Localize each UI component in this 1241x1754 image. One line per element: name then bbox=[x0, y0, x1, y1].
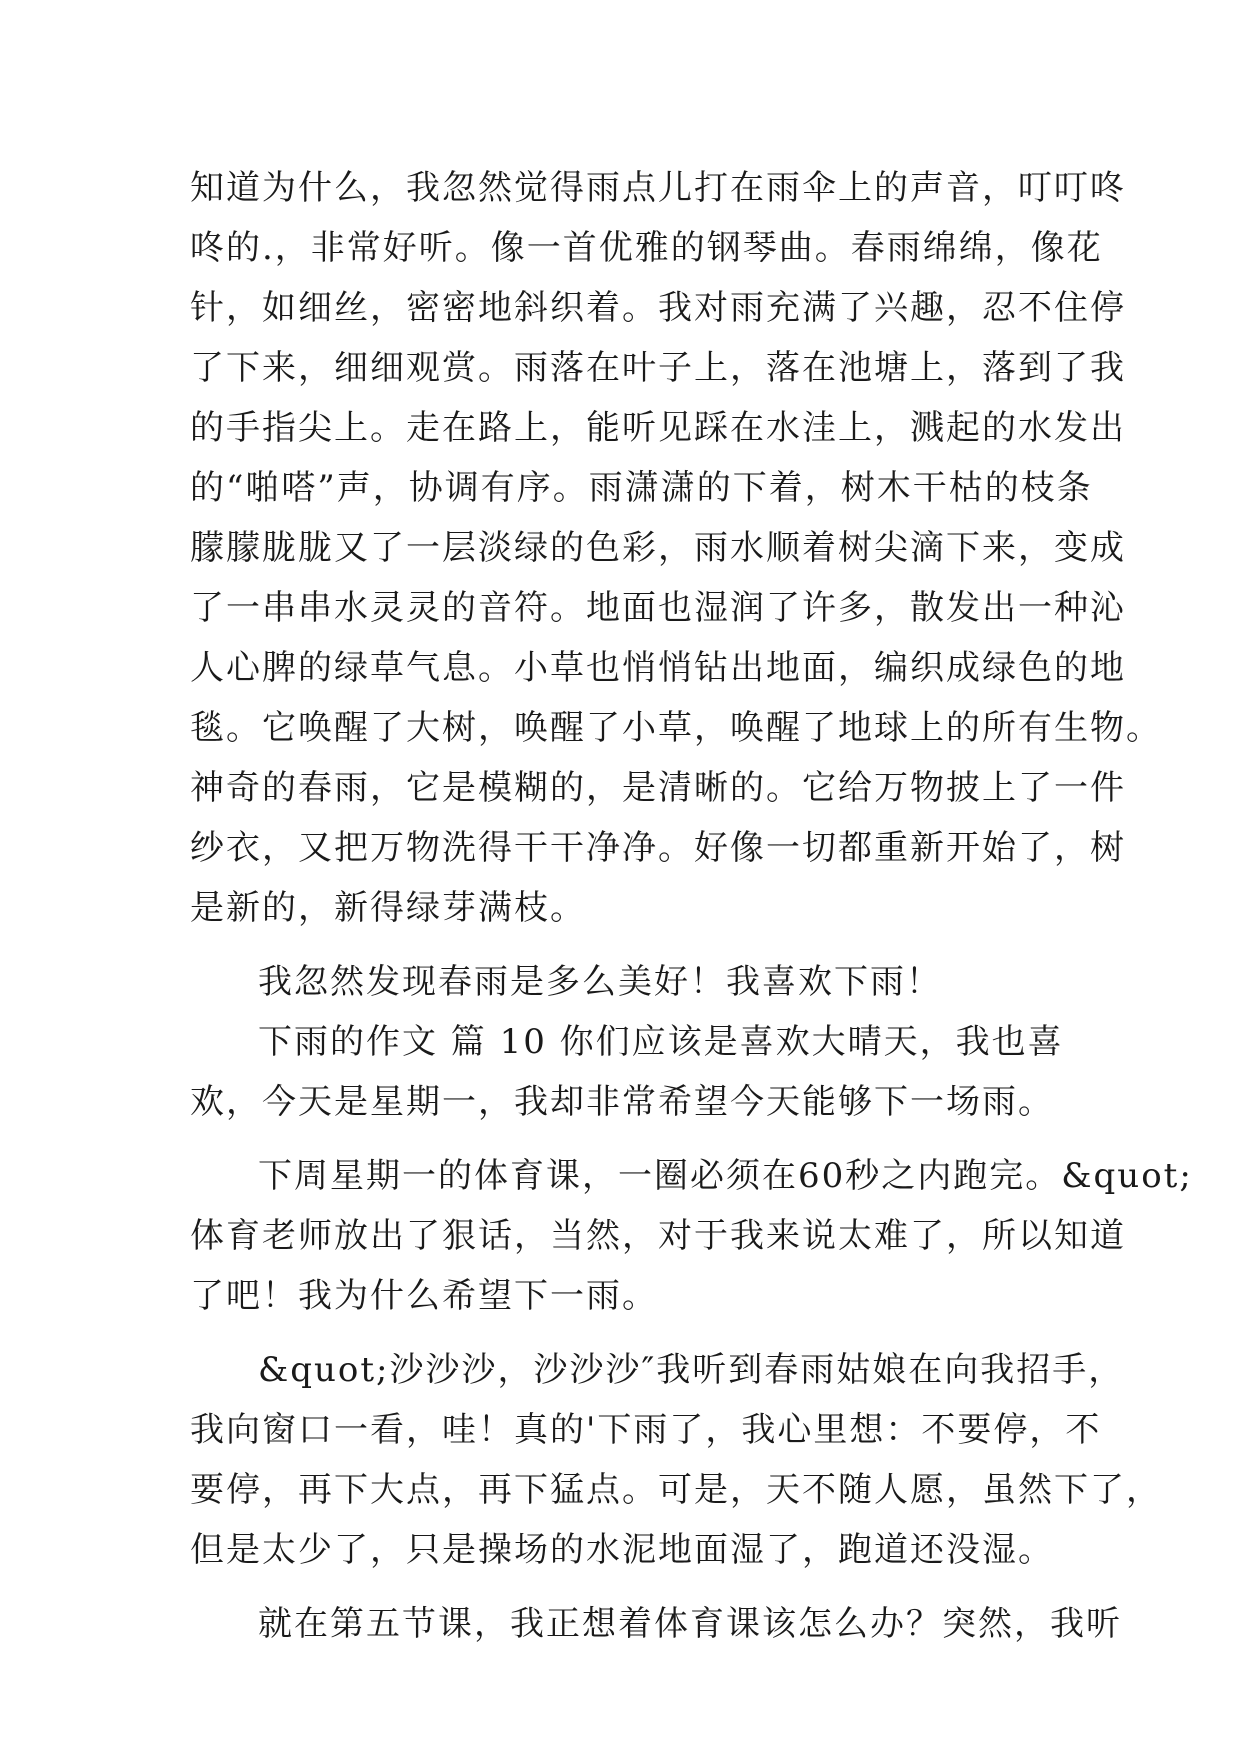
text-line: 我向窗口一看，哇！真的'下雨了，我心里想：不要停，不 bbox=[190, 1410, 1102, 1450]
text-line: 咚的.，非常好听。像一首优雅的钢琴曲。春雨绵绵，像花 bbox=[190, 228, 1103, 268]
text-line: 下周星期一的体育课，一圈必须在60秒之内跑完。&quot; bbox=[258, 1156, 1193, 1196]
text-line: 要停，再下大点，再下猛点。可是，天不随人愿，虽然下了， bbox=[190, 1470, 1162, 1510]
text-line: 的手指尖上。走在路上，能听见踩在水洼上，溅起的水发出 bbox=[190, 408, 1126, 448]
text-line: &quot;沙沙沙，沙沙沙″我听到春雨姑娘在向我招手， bbox=[258, 1350, 1125, 1390]
text-line: 针，如细丝，密密地斜织着。我对雨充满了兴趣，忍不住停 bbox=[190, 288, 1126, 328]
text-line: 人心脾的绿草气息。小草也悄悄钻出地面，编织成绿色的地 bbox=[190, 648, 1126, 688]
text-line: 但是太少了，只是操场的水泥地面湿了，跑道还没湿。 bbox=[190, 1530, 1054, 1570]
text-line: 是新的，新得绿芽满枝。 bbox=[190, 888, 586, 928]
text-line: 了下来，细细观赏。雨落在叶子上，落在池塘上，落到了我 bbox=[190, 348, 1126, 388]
text-line: 知道为什么，我忽然觉得雨点儿打在雨伞上的声音，叮叮咚 bbox=[190, 168, 1126, 208]
article-body bbox=[190, 158, 1193, 1654]
text-line: 了吧！我为什么希望下一雨。 bbox=[190, 1276, 658, 1316]
text-line: 的“啪嗒”声，协调有序。雨潇潇的下着，树木干枯的枝条 bbox=[190, 468, 1093, 508]
text-line: 体育老师放出了狠话，当然，对于我来说太难了，所以知道 bbox=[190, 1216, 1126, 1256]
text-line: 毯。它唤醒了大树，唤醒了小草，唤醒了地球上的所有生物。 bbox=[190, 708, 1162, 748]
text-line: 了一串串水灵灵的音符。地面也湿润了许多，散发出一种沁 bbox=[190, 588, 1126, 628]
text-line: 我忽然发现春雨是多么美好！我喜欢下雨！ bbox=[258, 962, 942, 1002]
text-line: 欢，今天是星期一，我却非常希望今天能够下一场雨。 bbox=[190, 1082, 1054, 1122]
text-line: 神奇的春雨，它是模糊的，是清晰的。它给万物披上了一件 bbox=[190, 768, 1126, 808]
text-line: 朦朦胧胧又了一层淡绿的色彩，雨水顺着树尖滴下来，变成 bbox=[190, 528, 1126, 568]
text-line: 纱衣，又把万物洗得干干净净。好像一切都重新开始了，树 bbox=[190, 828, 1126, 868]
text-line: 就在第五节课，我正想着体育课该怎么办？突然，我听 bbox=[258, 1604, 1122, 1644]
section-heading-line: 下雨的作文 篇 10 你们应该是喜欢大晴天，我也喜 bbox=[258, 1022, 1064, 1062]
